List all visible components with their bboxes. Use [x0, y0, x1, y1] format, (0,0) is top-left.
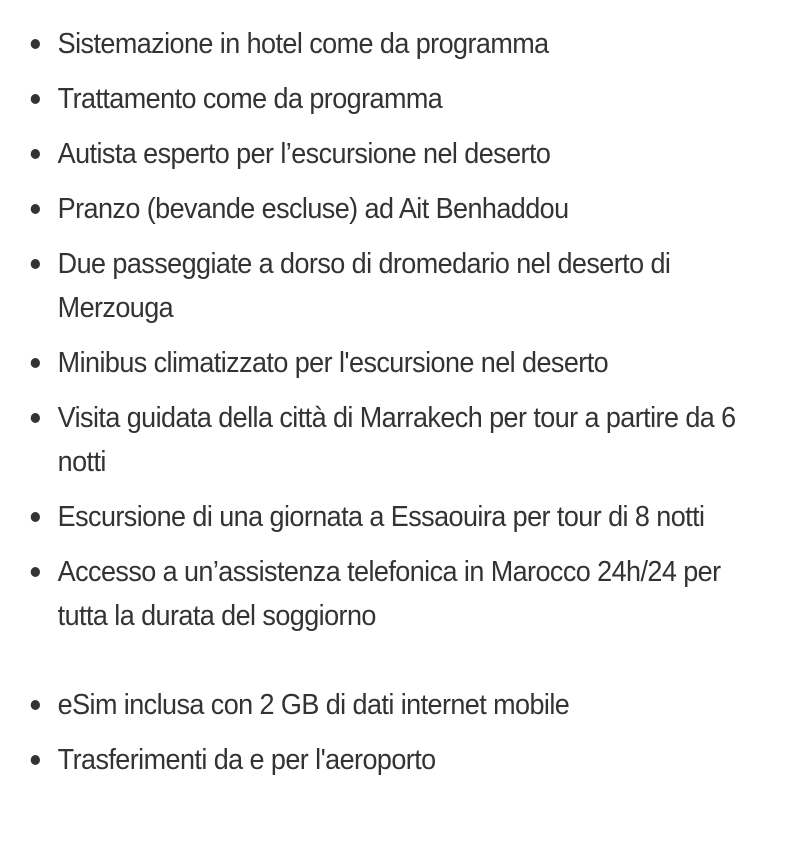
bullet-icon	[31, 755, 40, 765]
list-item	[0, 242, 746, 330]
list-item	[0, 738, 783, 782]
bullet-icon	[31, 512, 40, 522]
list-item-text: Escursione di una giornata a Essaouira per tour di 8 notti	[57, 501, 705, 533]
list-item-text: Accesso a un’assistenza telefonica in Marocco 24h/24 per tutta la durata del soggiorno	[57, 556, 721, 632]
list-item	[0, 77, 746, 121]
spacer	[0, 649, 812, 683]
bullet-icon	[31, 39, 40, 49]
bullet-icon	[31, 94, 40, 104]
list-item-text: Sistemazione in hotel come da programma	[57, 28, 549, 60]
list-item-text: Due passeggiate a dorso di dromedario nel deserto di Merzouga	[57, 248, 671, 324]
list-item-text: eSim inclusa con 2 GB di dati internet mobile	[57, 689, 570, 721]
list-item-text: Pranzo (bevande escluse) ad Ait Benhaddou	[57, 193, 569, 225]
bullet-icon	[31, 567, 40, 577]
list-item	[0, 396, 802, 484]
list-item	[0, 495, 812, 539]
list-item	[0, 132, 746, 176]
list-item-text: Trasferimenti da e per l'aeroporto	[57, 744, 436, 776]
list-item	[0, 683, 783, 727]
list-item-text: Minibus climatizzato per l'escursione nel deserto	[57, 347, 609, 379]
list-item	[0, 341, 811, 385]
list-item-text: Trattamento come da programma	[57, 83, 443, 115]
bullet-icon	[31, 700, 40, 710]
bullet-icon	[31, 204, 40, 214]
bullet-icon	[31, 413, 40, 423]
bullet-icon	[31, 149, 40, 159]
list-item-text: Autista esperto per l’escursione nel deserto	[57, 138, 551, 170]
list-item	[0, 550, 774, 638]
bullet-icon	[31, 259, 40, 269]
list-item	[0, 187, 746, 231]
bullet-icon	[31, 358, 40, 368]
list-item	[0, 22, 746, 66]
list-item-text: Visita guidata della città di Marrakech per tour a partire da 6 notti	[57, 402, 736, 478]
